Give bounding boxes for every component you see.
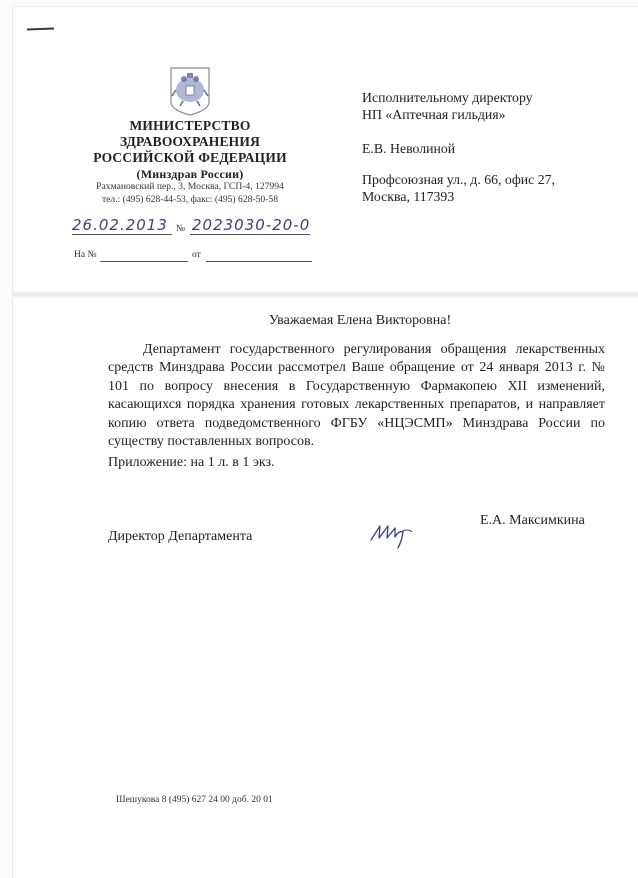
- letter-body: Департамент государственного регулирования обращения лекарственных средств Минздрава России рассмотрел Ваше обращение от 24 января 2013 г. № 101 по вопросу внесения в Государственную Фармакопею XII изменений, касающихся порядка хранения готовых лекарственных препаратов, и направляет копию ответа подведомственного ФГБУ «НЦЭСМП» Минздрава России по существу поставленных вопросов.: [108, 342, 605, 450]
- recipient-name: Е.В. Неволиной: [362, 141, 456, 156]
- registration-block: [72, 216, 332, 238]
- ministry-short-name: (Минздрав России): [136, 167, 244, 181]
- number-underline: [190, 234, 310, 235]
- recipient-address-line-1: Профсоюзная ул., д. 66, офис 27,: [362, 172, 555, 187]
- recipient-position: Исполнительному директору: [362, 90, 533, 105]
- handwritten-signature-icon: [368, 520, 418, 550]
- attachment-note: Приложение: на 1 л. в 1 экз.: [108, 455, 275, 470]
- recipient-address-line-2: Москва, 117393: [362, 189, 455, 204]
- ministry-line-3: РОССИЙСКОЙ ФЕДЕРАЦИИ: [93, 150, 287, 165]
- registration-number: 2023030-20-0: [192, 216, 311, 234]
- greeting: Уважаемая Елена Викторовна!: [268, 313, 452, 328]
- recipient-block: [362, 89, 622, 205]
- ministry-name: [70, 118, 310, 182]
- signer-title: Директор Департамента: [108, 529, 253, 544]
- paper-fold-line: [12, 292, 638, 298]
- in-reply-label: На №: [74, 250, 97, 260]
- ministry-line-1: МИНИСТЕРСТВО: [129, 118, 251, 133]
- in-reply-number-blank: [100, 261, 188, 262]
- coat-of-arms-icon: [168, 66, 212, 116]
- ministry-contacts: [70, 181, 310, 206]
- ministry-line-2: ЗДРАВООХРАНЕНИЯ: [119, 134, 261, 149]
- signer-name: Е.А. Максимкина: [480, 513, 585, 528]
- ministry-address: Рахмановский пер., 3, Москва, ГСП-4, 127994: [96, 181, 284, 192]
- registration-date: 26.02.2013: [72, 216, 168, 234]
- ministry-phone-fax: тел.: (495) 628-44-53, факс: (495) 628-50-58: [101, 193, 278, 205]
- number-label: №: [176, 224, 186, 234]
- executor-contact: Шешукова 8 (495) 627 24 00 доб. 20 01: [116, 795, 273, 805]
- in-reply-date-blank: [206, 261, 312, 262]
- recipient-organization: НП «Аптечная гильдия»: [362, 107, 506, 122]
- from-label: от: [192, 250, 201, 260]
- date-underline: [72, 234, 172, 235]
